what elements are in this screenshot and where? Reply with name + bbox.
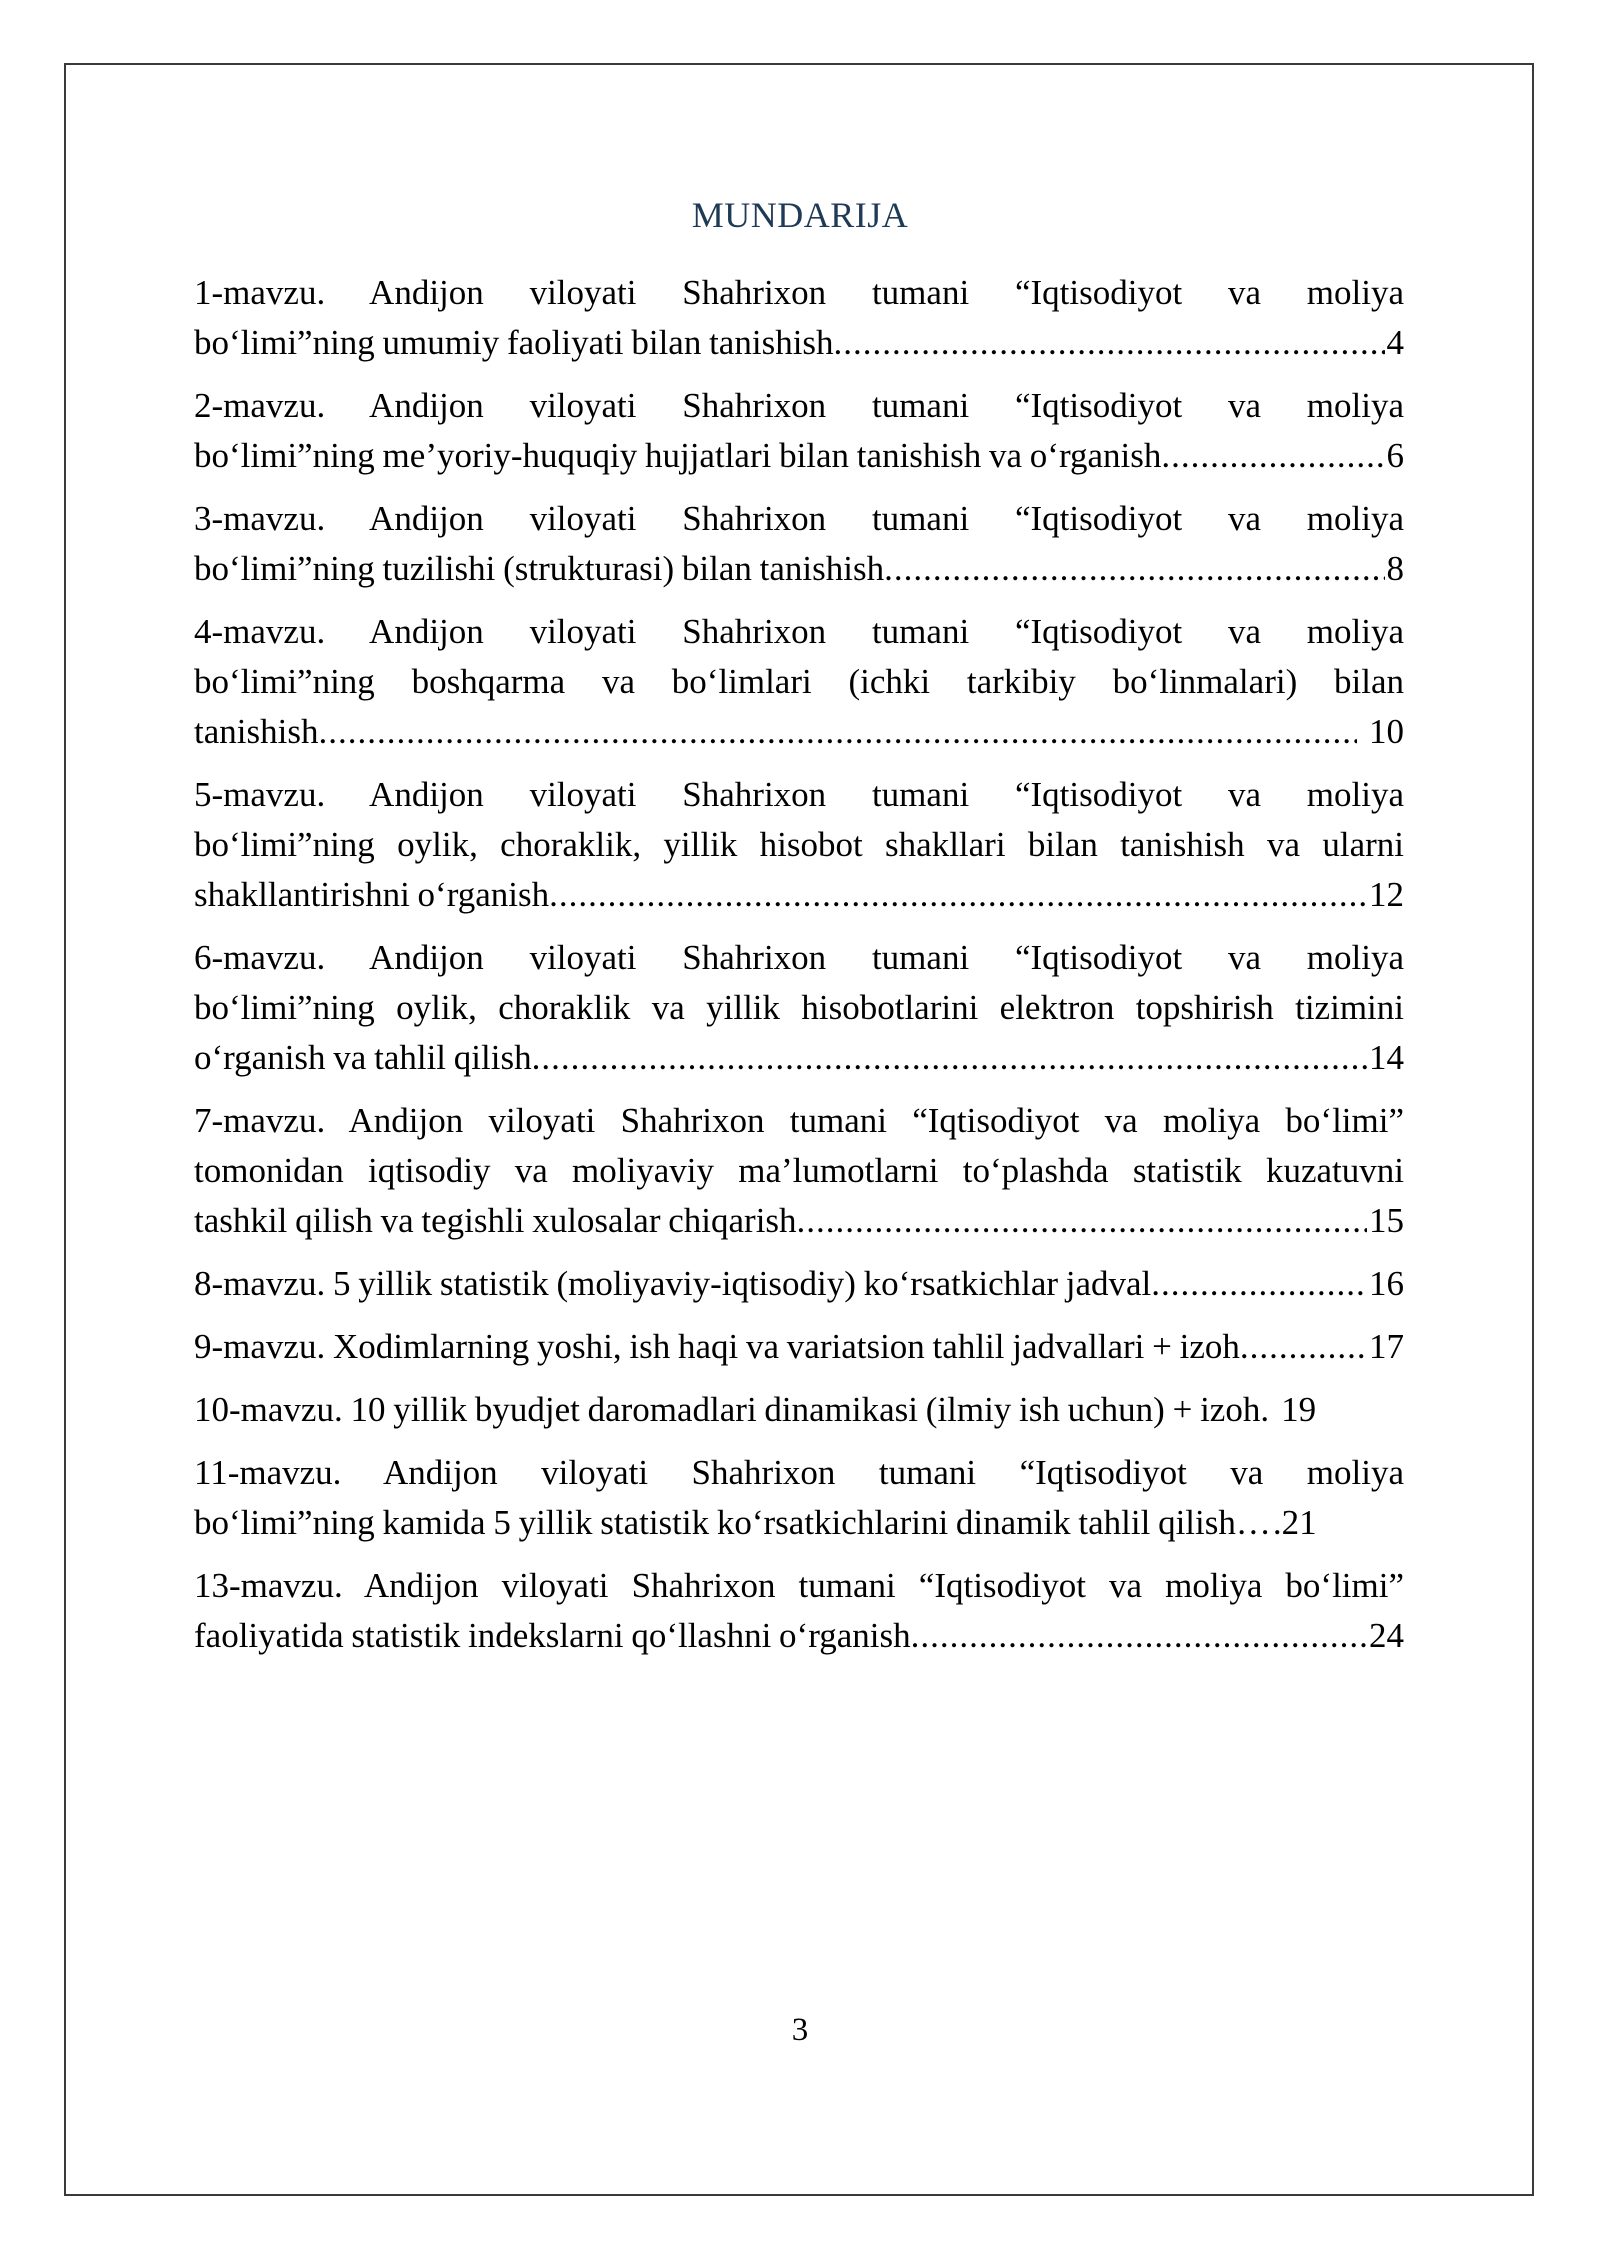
toc-entry-text: bo‘limi”ning oylik, choraklik va yillik hisobotlarini elektron topshirish tizimini <box>194 988 1404 1027</box>
toc-entry-2[interactable] <box>194 381 1404 481</box>
toc-entry-text: 6-mavzu. Andijon viloyati Shahrixon tumani “Iqtisodiyot va moliya <box>194 938 1404 977</box>
toc-page-number: 12 <box>1369 875 1404 914</box>
toc-entry-text: 13-mavzu. Andijon viloyati Shahrixon tumani “Iqtisodiyot va moliya bo‘limi” <box>194 1566 1404 1605</box>
toc-entry-text: 4-mavzu. Andijon viloyati Shahrixon tumani “Iqtisodiyot va moliya <box>194 612 1404 651</box>
toc-entry-last-line <box>194 1498 1404 1548</box>
toc-entry-text: bo‘limi”ning umumiy faoliyati bilan tanishish <box>194 323 834 362</box>
toc-entry-8[interactable] <box>194 1259 1404 1309</box>
dot-leader <box>532 1033 1367 1083</box>
toc-entry-9[interactable] <box>194 1322 1404 1372</box>
toc-page-number: 17 <box>1369 1327 1404 1366</box>
toc-entry-10[interactable] <box>194 1385 1404 1435</box>
toc-entry-text: shakllantirishni o‘rganish <box>194 875 550 914</box>
toc-entry-last-line <box>194 707 1404 757</box>
toc-entry-last-line <box>194 318 1404 368</box>
toc-title: MUNDARIJA <box>691 195 909 235</box>
toc-entry-last-line <box>194 1322 1404 1372</box>
toc-entry-text: bo‘limi”ning oylik, choraklik, yillik hisobot shakllari bilan tanishish va ularni <box>194 825 1404 864</box>
toc-entry-last-line <box>194 1259 1404 1309</box>
dot-leader <box>318 707 1357 757</box>
toc-entry-last-line <box>194 1196 1404 1246</box>
toc-page-number: 24 <box>1369 1616 1404 1655</box>
toc-entry-last-line <box>194 1385 1404 1435</box>
toc-entry-last-line <box>194 1033 1404 1083</box>
toc-page-number: 19 <box>1281 1390 1317 1429</box>
toc-entry-text: 10-mavzu. 10 yillik byudjet daromadlari dinamikasi (ilmiy ish uchun) + izoh. <box>194 1390 1270 1429</box>
dot-leader <box>834 318 1385 368</box>
toc-entry-last-line <box>194 870 1404 920</box>
toc-page-number: 16 <box>1369 1264 1404 1303</box>
dot-leader <box>911 1611 1367 1661</box>
toc-entry-text: bo‘limi”ning kamida 5 yillik statistik ko‘rsatkichlarini dinamik tahlil qilish… <box>194 1503 1271 1542</box>
toc-entry-text: 5-mavzu. Andijon viloyati Shahrixon tumani “Iqtisodiyot va moliya <box>194 775 1404 814</box>
toc-page-number: 10 <box>1369 712 1404 751</box>
toc-entry-5[interactable] <box>194 770 1404 920</box>
toc-entry-text: 7-mavzu. Andijon viloyati Shahrixon tumani “Iqtisodiyot va moliya bo‘limi” <box>194 1101 1404 1140</box>
toc-entry-text: 8-mavzu. 5 yillik statistik (moliyaviy-iqtisodiy) ko‘rsatkichlar jadval <box>194 1264 1152 1303</box>
toc-entry-text: 11-mavzu. Andijon viloyati Shahrixon tumani “Iqtisodiyot va moliya <box>194 1453 1404 1492</box>
page-number: 3 <box>791 2012 809 2048</box>
toc-page-number: 8 <box>1386 549 1404 588</box>
toc-entry-text: bo‘limi”ning me’yoriy-huquqiy hujjatlari bilan tanishish va o‘rganish <box>194 436 1162 475</box>
dot-leader <box>797 1196 1367 1246</box>
toc-entry-1[interactable] <box>194 268 1404 368</box>
toc-entry-text: 9-mavzu. Xodimlarning yoshi, ish haqi va variatsion tahlil jadvallari + izoh <box>194 1327 1240 1366</box>
toc-entry-6[interactable] <box>194 933 1404 1083</box>
table-of-contents <box>194 268 1404 1674</box>
toc-page-number: 6 <box>1386 436 1404 475</box>
toc-entry-4[interactable] <box>194 607 1404 757</box>
toc-entry-13[interactable] <box>194 1561 1404 1661</box>
toc-entry-text: bo‘limi”ning boshqarma va bo‘limlari (ichki tarkibiy bo‘linmalari) bilan <box>194 662 1404 701</box>
dot-leader <box>884 544 1384 594</box>
toc-entry-7[interactable] <box>194 1096 1404 1246</box>
toc-entry-last-line <box>194 1611 1404 1661</box>
toc-page-number: 15 <box>1369 1201 1404 1240</box>
toc-entry-3[interactable] <box>194 494 1404 594</box>
toc-page-number: 4 <box>1386 323 1404 362</box>
toc-entry-last-line <box>194 431 1404 481</box>
dot-leader <box>1240 1322 1367 1372</box>
toc-entry-text: 1-mavzu. Andijon viloyati Shahrixon tumani “Iqtisodiyot va moliya <box>194 273 1404 312</box>
toc-page-number: .21 <box>1272 1503 1317 1542</box>
dot-leader <box>1151 1259 1367 1309</box>
toc-entry-text: tashkil qilish va tegishli xulosalar chiqarish <box>194 1201 797 1240</box>
toc-entry-text: tanishish <box>194 712 319 751</box>
toc-entry-text: 3-mavzu. Andijon viloyati Shahrixon tumani “Iqtisodiyot va moliya <box>194 499 1404 538</box>
toc-page-number: 14 <box>1369 1038 1404 1077</box>
toc-entry-last-line <box>194 544 1404 594</box>
toc-entry-text: tomonidan iqtisodiy va moliyaviy ma’lumotlarni to‘plashda statistik kuzatuvni <box>194 1151 1404 1190</box>
toc-entry-text: 2-mavzu. Andijon viloyati Shahrixon tumani “Iqtisodiyot va moliya <box>194 386 1404 425</box>
dot-leader <box>549 870 1367 920</box>
toc-entry-text: bo‘limi”ning tuzilishi (strukturasi) bilan tanishish <box>194 549 885 588</box>
toc-entry-text: o‘rganish va tahlil qilish <box>194 1038 532 1077</box>
toc-entry-text: faoliyatida statistik indekslarni qo‘llashni o‘rganish <box>194 1616 911 1655</box>
toc-entry-11[interactable] <box>194 1448 1404 1548</box>
dot-leader <box>1161 431 1384 481</box>
